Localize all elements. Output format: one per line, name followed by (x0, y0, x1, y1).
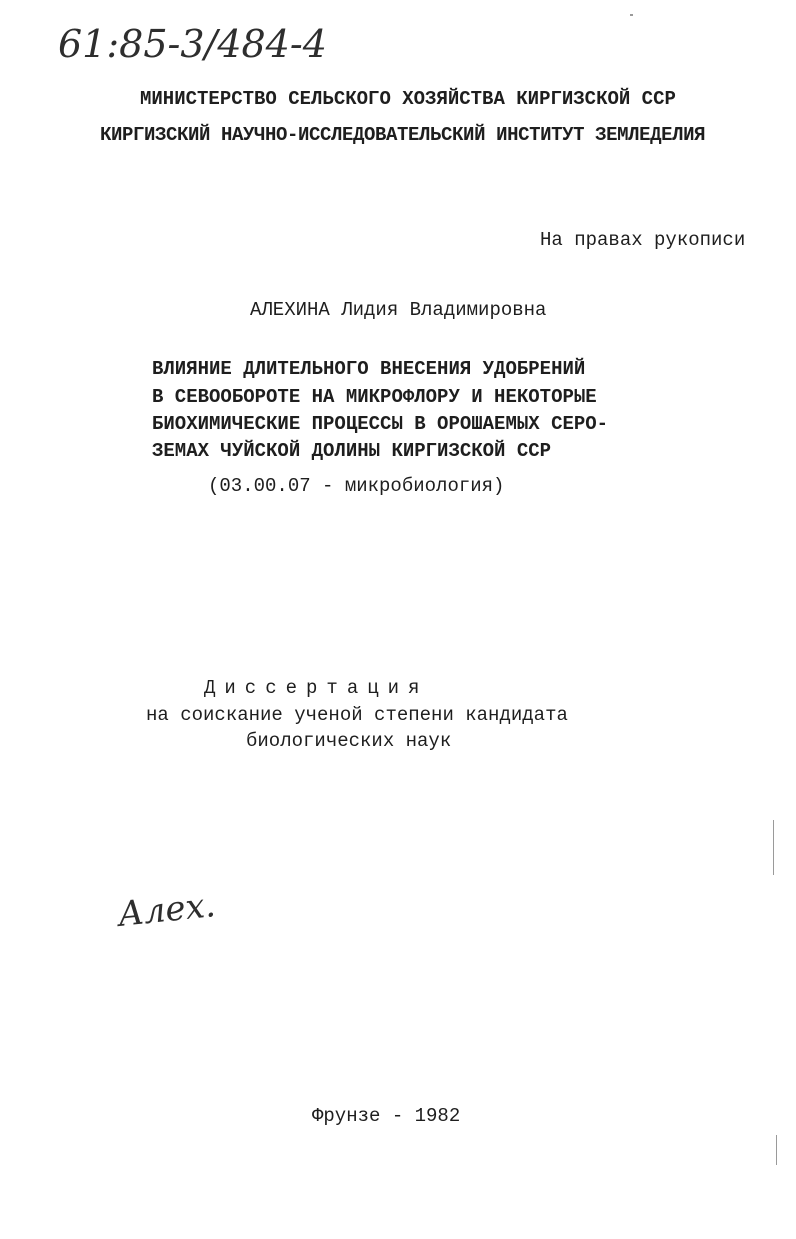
author-name: АЛЕХИНА Лидия Владимировна (250, 299, 547, 321)
handwritten-catalog-code: 61:85-3/484-4 (58, 22, 327, 66)
degree-line: биологических наук (246, 730, 452, 752)
degree-line: на соискание ученой степени кандидата (146, 704, 568, 726)
scan-edge-mark (773, 820, 774, 875)
title-line: ЗЕМАХ ЧУЙСКОЙ ДОЛИНЫ КИРГИЗСКОЙ ССР (152, 440, 552, 462)
scan-dot (630, 14, 633, 16)
title-line: БИОХИМИЧЕСКИЕ ПРОЦЕССЫ В ОРОШАЕМЫХ СЕРО- (152, 413, 609, 435)
place-and-year: Фрунзе - 1982 (312, 1105, 461, 1127)
handwritten-signature: Алех. (116, 885, 218, 935)
scan-edge-mark (776, 1135, 777, 1165)
institute-header: КИРГИЗСКИЙ НАУЧНО-ИССЛЕДОВАТЕЛЬСКИЙ ИНСТИТУТ ЗЕМЛЕДЕЛИЯ (100, 124, 706, 146)
document-type: Диссертация (204, 677, 429, 699)
title-line: В СЕВООБОРОТЕ НА МИКРОФЛОРУ И НЕКОТОРЫЕ (152, 386, 597, 408)
title-line: ВЛИЯНИЕ ДЛИТЕЛЬНОГО ВНЕСЕНИЯ УДОБРЕНИЙ (152, 358, 586, 380)
ministry-header: МИНИСТЕРСТВО СЕЛЬСКОГО ХОЗЯЙСТВА КИРГИЗСКОЙ ССР (140, 88, 676, 110)
manuscript-rights-note: На правах рукописи (540, 229, 746, 251)
specialty-code: (03.00.07 - микробиология) (208, 475, 505, 497)
